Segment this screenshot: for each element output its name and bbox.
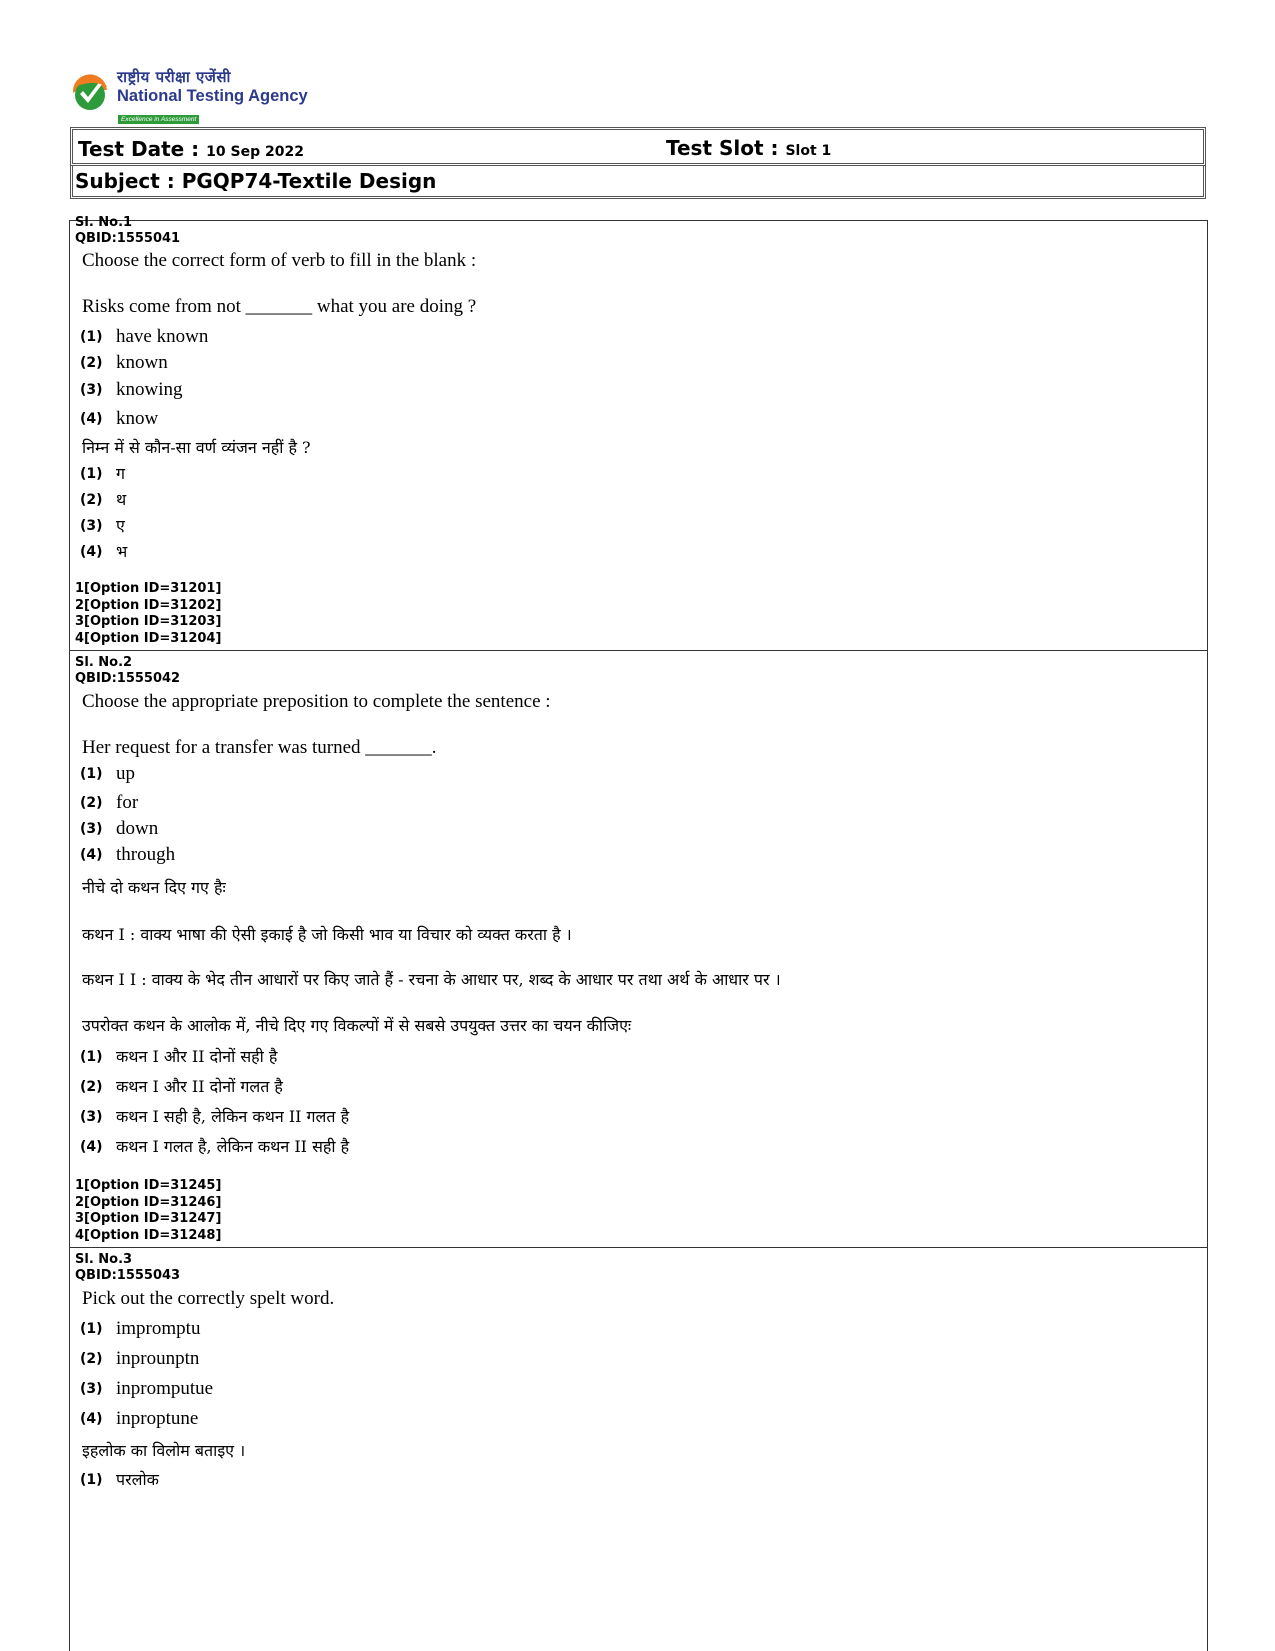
option-number: (2) — [80, 492, 103, 508]
question-divider — [69, 650, 1208, 651]
question-divider — [69, 1247, 1208, 1248]
option-number: (4) — [80, 411, 103, 427]
option-text: कथन I गलत है, लेकिन कथन II सही है — [116, 1137, 350, 1156]
option-number: (1) — [80, 329, 103, 345]
option-number: (1) — [80, 1472, 103, 1488]
option-text: ए — [116, 516, 125, 535]
logo-english-name: National Testing Agency — [117, 87, 308, 105]
option-id: 1[Option ID=31245] — [75, 1178, 222, 1193]
test-slot — [666, 138, 831, 161]
option-number: (2) — [80, 1351, 103, 1367]
option-number: (3) — [80, 1109, 103, 1125]
option-number: (2) — [80, 1079, 103, 1095]
question-prompt-english: Choose the correct form of verb to fill in the blank : — [82, 250, 477, 271]
option-id: 3[Option ID=31247] — [75, 1211, 222, 1226]
subject-box — [70, 166, 1206, 199]
test-info-box — [70, 127, 1206, 166]
option-text: कथन I और II दोनों गलत है — [116, 1077, 283, 1096]
question-intro-hindi: नीचे दो कथन दिए गए हैः — [82, 878, 226, 897]
option-number: (4) — [80, 1139, 103, 1155]
option-number: (3) — [80, 518, 103, 534]
option-number: (2) — [80, 795, 103, 811]
option-text: भ — [116, 542, 128, 561]
option-id: 4[Option ID=31248] — [75, 1227, 222, 1243]
option-text: impromptu — [116, 1318, 201, 1339]
option-text: through — [116, 844, 176, 865]
question-qbid: QBID:1555043 — [75, 1268, 181, 1283]
question-qbid: QBID:1555041 — [75, 231, 181, 246]
option-text: थ — [116, 490, 127, 509]
option-text: knowing — [116, 379, 183, 400]
question-prompt-hindi: निम्न में से कौन-सा वर्ण व्यंजन नहीं है ? — [82, 438, 311, 457]
option-number: (3) — [80, 1381, 103, 1397]
logo-tagline: Excellence in Assessment — [118, 115, 199, 124]
test-slot-label: Test Slot : — [666, 136, 779, 160]
test-date-value: 10 Sep 2022 — [206, 144, 304, 160]
option-number: (1) — [80, 766, 103, 782]
option-text: have known — [116, 326, 209, 347]
option-text: inproptune — [116, 1408, 199, 1429]
option-text: down — [116, 818, 159, 839]
option-number: (4) — [80, 544, 103, 560]
question-serial: Sl. No.2 — [75, 655, 133, 670]
question-qbid: QBID:1555042 — [75, 671, 181, 686]
option-number: (3) — [80, 821, 103, 837]
option-id: 2[Option ID=31246] — [75, 1194, 222, 1210]
logo-hindi-name: राष्ट्रीय परीक्षा एजेंसी — [117, 68, 231, 86]
question-serial: Sl. No.1 — [75, 215, 133, 230]
nta-logo — [70, 68, 330, 123]
option-text: inpromputue — [116, 1378, 214, 1399]
test-date-label: Test Date : — [78, 137, 200, 161]
option-text: कथन I सही है, लेकिन कथन II गलत है — [116, 1107, 350, 1126]
option-id: 1[Option ID=31201] — [75, 581, 222, 596]
nta-check-logo-icon — [70, 73, 110, 113]
statement-one: कथन I : वाक्य भाषा की ऐसी इकाई है जो किसी भाव या विचार को व्यक्त करता है । — [82, 925, 572, 944]
statement-two: कथन I I : वाक्य के भेद तीन आधारों पर किए जाते हैं - रचना के आधार पर, शब्द के आधार पर तथा अर्थ के आधार पर । — [82, 970, 781, 989]
option-number: (3) — [80, 382, 103, 398]
option-number: (4) — [80, 1411, 103, 1427]
option-text: up — [116, 763, 135, 784]
option-id: 4[Option ID=31204] — [75, 630, 222, 646]
test-date — [78, 139, 304, 162]
question-prompt-english: Pick out the correctly spelt word. — [82, 1288, 335, 1309]
option-number: (2) — [80, 355, 103, 371]
option-text: known — [116, 352, 168, 373]
option-text: परलोक — [116, 1470, 159, 1489]
subject-title: Subject : PGQP74-Textile Design — [75, 169, 437, 193]
question-prompt-hindi: इहलोक का विलोम बताइए । — [82, 1441, 246, 1460]
option-text: for — [116, 792, 139, 813]
option-number: (1) — [80, 1049, 103, 1065]
test-slot-value: Slot 1 — [785, 143, 832, 159]
option-text: ग — [116, 464, 126, 483]
question-serial: Sl. No.3 — [75, 1252, 133, 1267]
option-number: (1) — [80, 1321, 103, 1337]
question-sentence: Her request for a transfer was turned _______. — [82, 737, 437, 758]
question-instruction-hindi: उपरोक्त कथन के आलोक में, नीचे दिए गए विकल्पों में से सबसे उपयुक्त उत्तर का चयन कीजिएः — [82, 1016, 632, 1035]
question-prompt-english: Choose the appropriate preposition to complete the sentence : — [82, 691, 551, 712]
option-id-list — [75, 581, 221, 647]
option-text: कथन I और II दोनों सही है — [116, 1047, 278, 1066]
option-text: inprounptn — [116, 1348, 200, 1369]
option-number: (1) — [80, 466, 103, 482]
option-number: (4) — [80, 847, 103, 863]
option-text: know — [116, 408, 159, 429]
option-id-list — [75, 1178, 221, 1244]
option-id: 3[Option ID=31203] — [75, 614, 222, 629]
option-id: 2[Option ID=31202] — [75, 597, 222, 613]
question-sentence: Risks come from not _______ what you are doing ? — [82, 296, 477, 317]
